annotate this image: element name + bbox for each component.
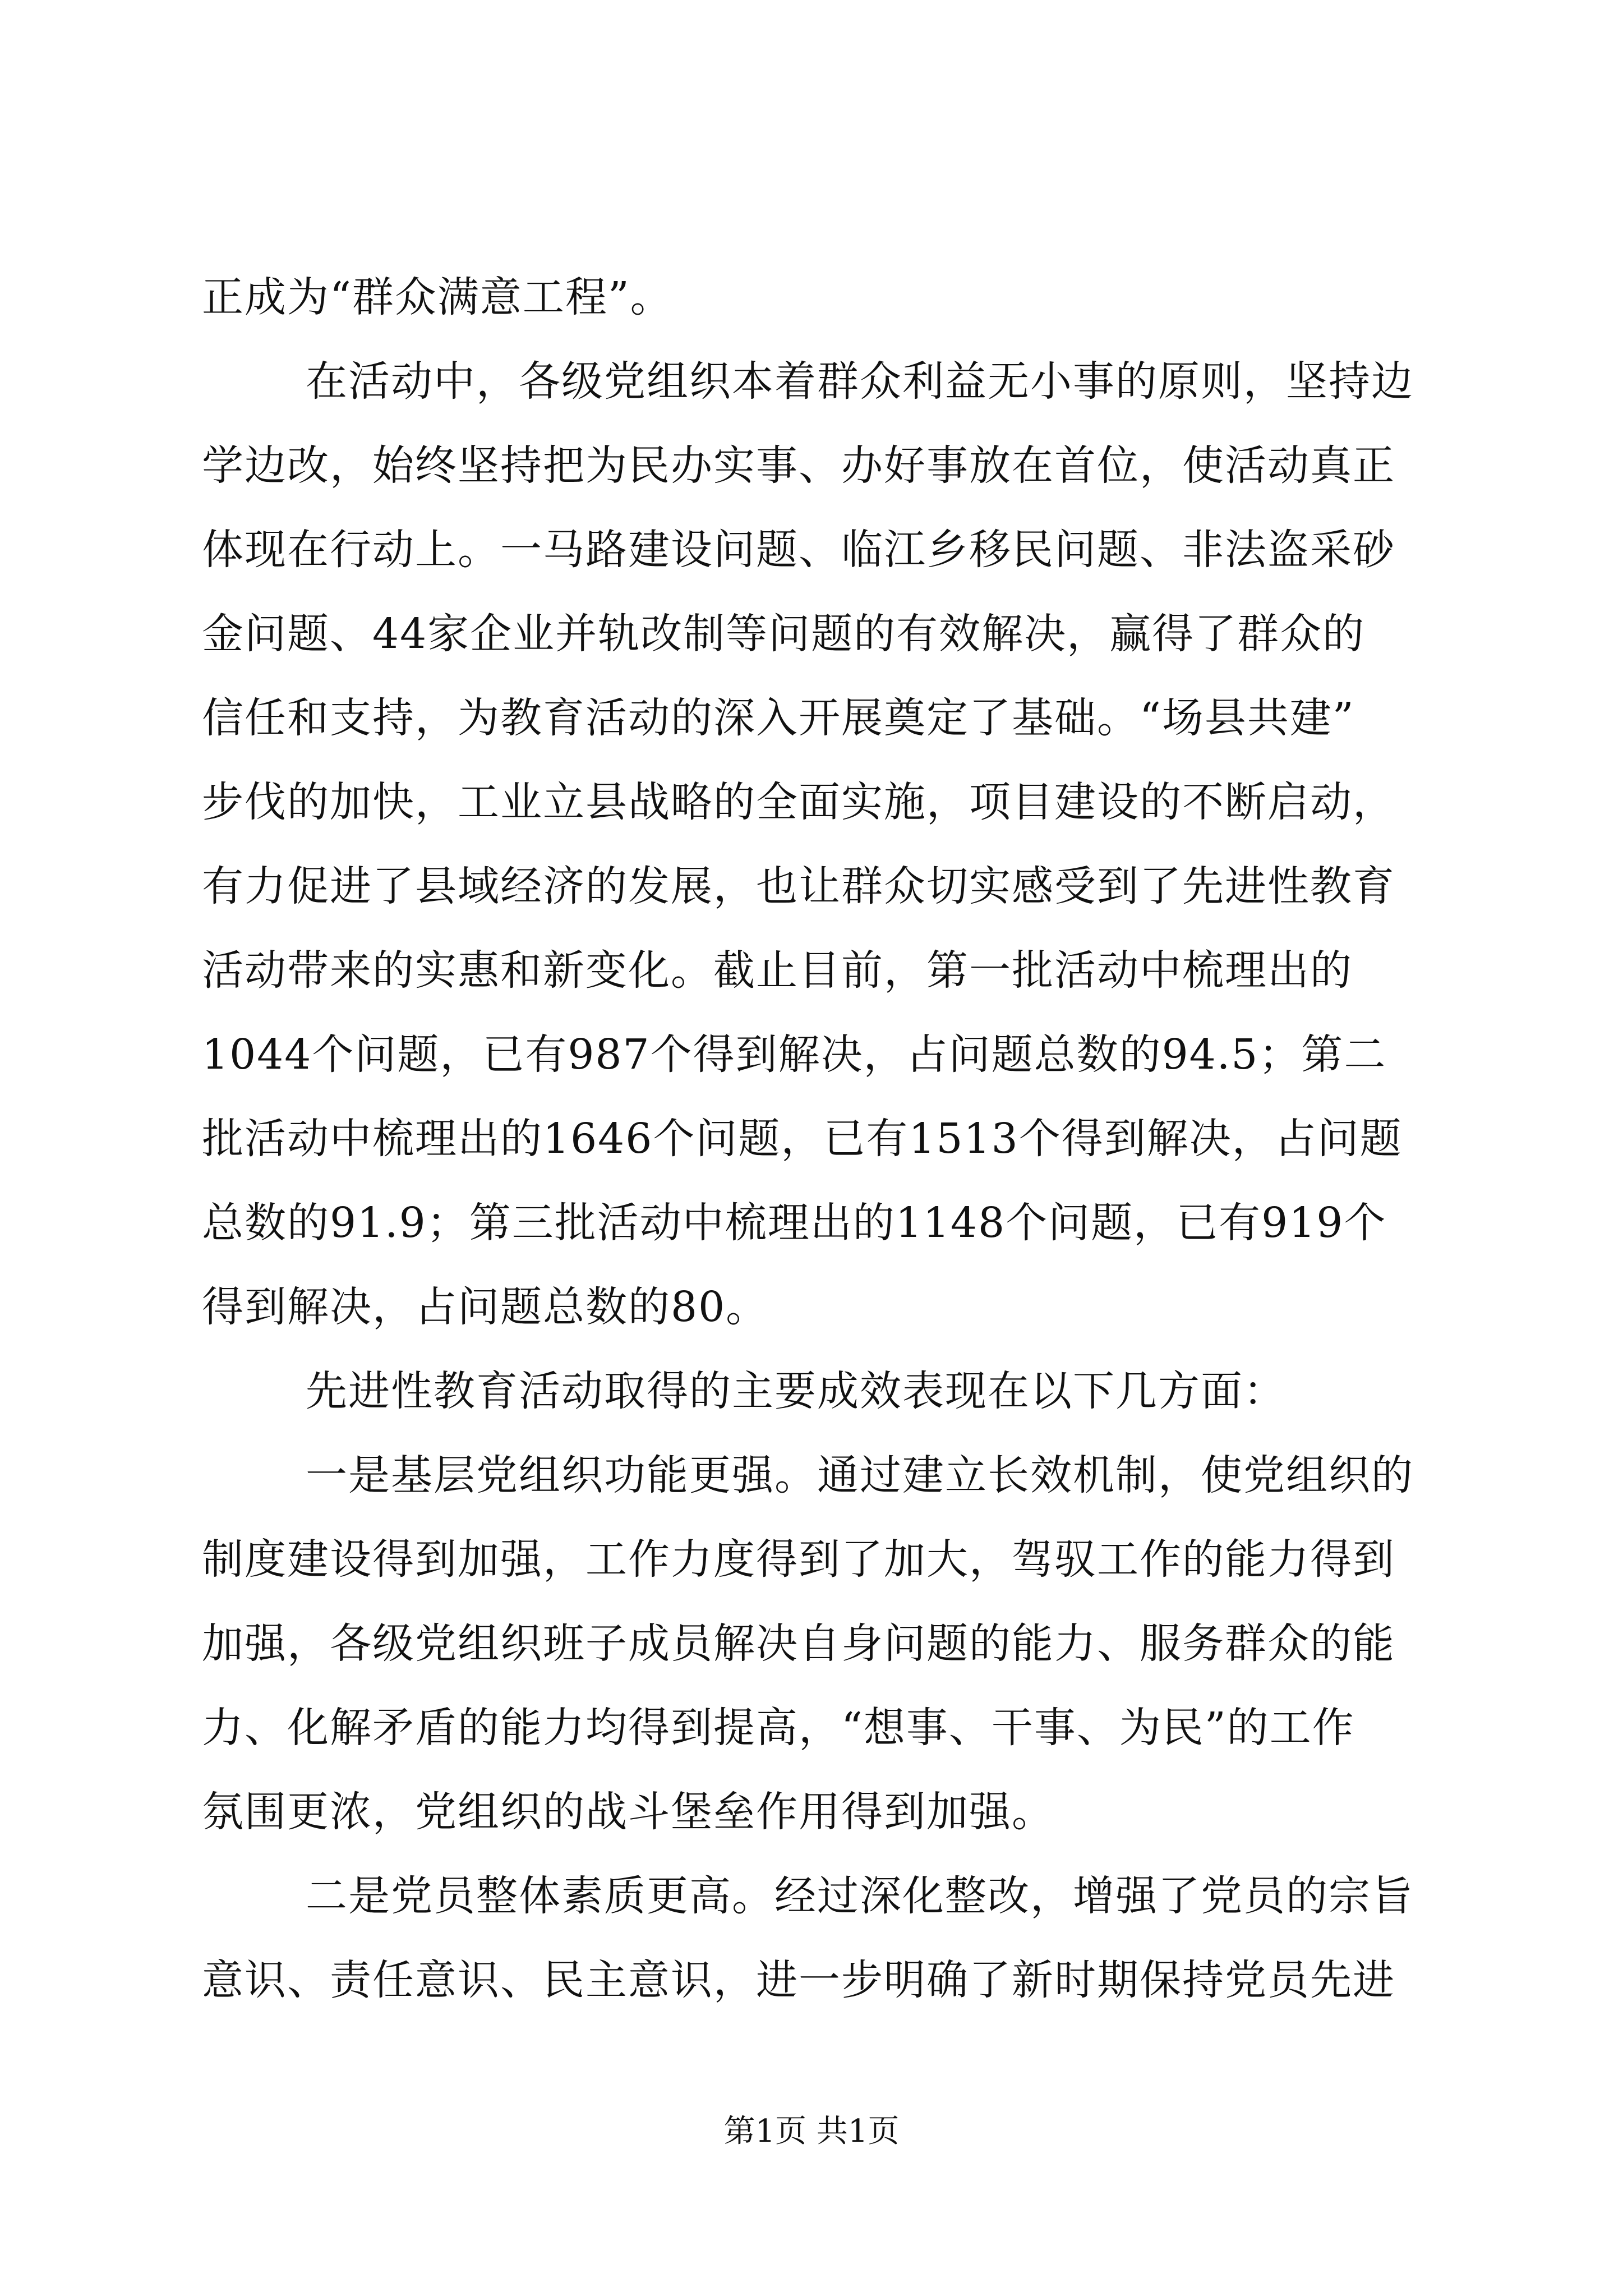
text-line-4: 体现在行动上。一马路建设问题、临江乡移民问题、非法盗采砂 [202,526,1395,574]
text-line-17: 加强，各级党组织班子成员解决自身问题的能力、服务群众的能 [202,1619,1395,1668]
text-line-19: 氛围更浓，党组织的战斗堡垒作用得到加强。 [202,1788,1054,1836]
text-line-12: 总数的91.9；第三批活动中梳理出的1148个问题，已有919个 [202,1199,1387,1247]
text-line-21: 意识、责任意识、民主意识，进一步明确了新时期保持党员先进 [202,1956,1395,2004]
text-line-2: 在活动中，各级党组织本着群众利益无小事的原则，坚持边 [306,357,1414,406]
text-line-1: 正成为“群众满意工程”。 [202,273,673,321]
text-line-15: 一是基层党组织功能更强。通过建立长效机制，使党组织的 [306,1451,1414,1499]
text-line-5: 金问题、44家企业并轨改制等问题的有效解决，赢得了群众的 [202,610,1366,658]
text-line-20: 二是党员整体素质更高。经过深化整改，增强了党员的宗旨 [306,1872,1414,1920]
text-line-18: 力、化解矛盾的能力均得到提高，“想事、干事、为民”的工作 [202,1704,1355,1752]
text-line-14: 先进性教育活动取得的主要成效表现在以下几方面： [306,1367,1286,1415]
text-line-8: 有力促进了县域经济的发展，也让群众切实感受到了先进性教育 [202,862,1395,910]
text-line-16: 制度建设得到加强，工作力度得到了加大，驾驭工作的能力得到 [202,1535,1395,1584]
page-footer: 第1页 共1页 [723,2113,900,2150]
text-line-13: 得到解决，占问题总数的80。 [202,1283,769,1331]
text-line-10: 1044个问题，已有987个得到解决，占问题总数的94.5；第二 [202,1030,1387,1079]
text-line-6: 信任和支持，为教育活动的深入开展奠定了基础。“场县共建” [202,694,1355,742]
text-line-3: 学边改，始终坚持把为民办实事、办好事放在首位，使活动真正 [202,441,1395,490]
text-line-11: 批活动中梳理出的1646个问题，已有1513个得到解决，占问题 [202,1115,1403,1163]
text-line-7: 步伐的加快，工业立县战略的全面实施，项目建设的不断启动， [202,778,1395,826]
text-line-9: 活动带来的实惠和新变化。截止目前，第一批活动中梳理出的 [202,946,1353,995]
